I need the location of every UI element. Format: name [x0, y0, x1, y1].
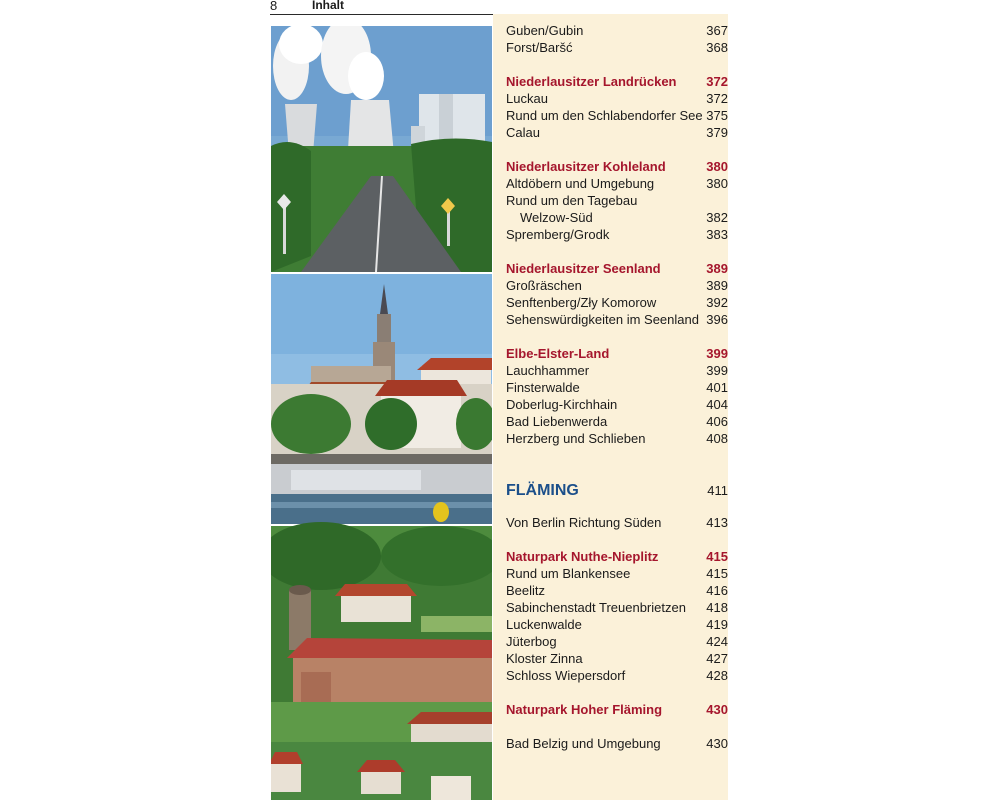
toc-page-number: 415	[706, 549, 728, 564]
toc-label: Senftenberg/Zły Komorow	[506, 295, 657, 310]
toc-entry	[506, 311, 728, 328]
toc-page-number: 404	[706, 397, 728, 412]
toc-label: Herzberg und Schlieben	[506, 431, 646, 446]
toc-label: Großräschen	[506, 278, 582, 293]
toc-page-number: 411	[707, 483, 728, 498]
toc-entry	[506, 396, 728, 413]
toc-entry	[506, 582, 728, 599]
toc-label: Elbe-Elster-Land	[506, 346, 610, 361]
toc-page-number: 383	[706, 227, 728, 242]
toc-page-number: 380	[706, 159, 728, 174]
toc-label: Kloster Zinna	[506, 651, 583, 666]
toc-label: Finsterwalde	[506, 380, 580, 395]
toc-subregion-heading	[506, 345, 728, 362]
toc-label: Naturpark Hoher Fläming	[506, 702, 663, 717]
toc-label: Altdöbern und Umgebung	[506, 176, 655, 191]
toc-label: Lauchhammer	[506, 363, 590, 378]
toc-entry	[506, 90, 728, 107]
toc-label: Rund um den Tagebau	[506, 193, 638, 208]
toc-entry	[506, 379, 728, 396]
toc-entry	[506, 430, 728, 447]
toc-page-number: 406	[706, 414, 728, 429]
aerial-castle-photo	[271, 522, 492, 800]
toc-region-heading	[506, 479, 728, 503]
toc-label: Bad Belzig und Umgebung	[506, 736, 661, 751]
toc-entry	[506, 735, 728, 752]
toc-label: Von Berlin Richtung Süden	[506, 515, 662, 530]
toc-label: Beelitz	[506, 583, 546, 598]
toc-entry	[506, 514, 728, 531]
toc-page-number: 392	[706, 295, 728, 310]
toc-page-number: 416	[706, 583, 728, 598]
toc-page-number: 430	[706, 702, 728, 717]
toc-page-number: 427	[706, 651, 728, 666]
toc-entry	[506, 192, 714, 209]
toc-label: Schloss Wiepersdorf	[506, 668, 626, 683]
toc-entry	[506, 565, 728, 582]
toc-label: Niederlausitzer Kohleland	[506, 159, 666, 174]
toc-page-number: 382	[706, 210, 728, 225]
toc-page-number: 428	[706, 668, 728, 683]
toc-page-number: 389	[706, 278, 728, 293]
toc-page-number: 399	[706, 346, 728, 361]
toc-entry	[506, 616, 728, 633]
toc-page-number: 389	[706, 261, 728, 276]
power-station-photo	[271, 26, 492, 272]
toc-page-number: 415	[706, 566, 728, 581]
town-church-photo	[271, 274, 492, 524]
page-number: 8	[270, 0, 278, 13]
toc-entry	[506, 39, 728, 56]
toc-subregion-heading	[506, 701, 728, 718]
toc-page-number: 413	[706, 515, 728, 530]
toc-entry	[506, 22, 728, 39]
toc-subregion-heading	[506, 548, 728, 565]
toc-page-number: 379	[706, 125, 728, 140]
toc-entry	[506, 362, 728, 379]
toc-entry	[506, 599, 728, 616]
toc-entry	[506, 277, 728, 294]
toc-label: Niederlausitzer Landrücken	[506, 74, 677, 89]
toc-page-number: 367	[706, 23, 728, 38]
toc-page-number: 408	[706, 431, 728, 446]
toc-label: FLÄMING	[506, 482, 579, 499]
toc-label: Spremberg/Grodk	[506, 227, 610, 242]
toc-entry	[506, 226, 728, 243]
toc-label: Bad Liebenwerda	[506, 414, 608, 429]
toc-label: Niederlausitzer Seenland	[506, 261, 661, 276]
header-title: Inhalt	[312, 0, 344, 12]
toc-entry	[506, 175, 728, 192]
running-header	[270, 0, 728, 15]
toc-page-number: 430	[706, 736, 728, 751]
toc-label: Rund um Blankensee	[506, 566, 631, 581]
toc-subregion-heading	[506, 158, 728, 175]
toc-page-number: 372	[706, 74, 728, 89]
toc-page-number: 380	[706, 176, 728, 191]
toc-page-number: 401	[706, 380, 728, 395]
toc-label: Rund um den Schlabendorfer See	[506, 108, 703, 123]
toc-panel	[493, 14, 728, 800]
toc-subregion-heading	[506, 260, 728, 277]
toc-label: Jüterbog	[506, 634, 557, 649]
toc-label: Luckenwalde	[506, 617, 582, 632]
toc-label: Sabinchenstadt Treuenbrietzen	[506, 600, 686, 615]
toc-page-number: 424	[706, 634, 728, 649]
toc-subregion-heading	[506, 73, 728, 90]
toc-label: Calau	[506, 125, 540, 140]
toc-label: Doberlug-Kirchhain	[506, 397, 618, 412]
toc-entry	[506, 209, 728, 226]
photo-column	[271, 26, 492, 800]
toc-page-number: 375	[706, 108, 728, 123]
toc-entry	[506, 107, 728, 124]
toc-label: Luckau	[506, 91, 548, 106]
toc-label: Naturpark Nuthe-Nieplitz	[506, 549, 659, 564]
toc-entry	[506, 413, 728, 430]
toc-label: Sehenswürdigkeiten im Seenland	[506, 312, 699, 327]
toc-label: Guben/Gubin	[506, 23, 584, 38]
toc-entry	[506, 294, 728, 311]
toc-entry	[506, 633, 728, 650]
toc-entry	[506, 124, 728, 141]
toc-page-number: 399	[706, 363, 728, 378]
toc-page-number: 396	[706, 312, 728, 327]
toc-entry	[506, 650, 728, 667]
toc-page-number: 368	[706, 40, 728, 55]
toc-page-number: 372	[706, 91, 728, 106]
toc-page-number: 419	[706, 617, 728, 632]
toc-page-number: 418	[706, 600, 728, 615]
toc-label: Forst/Baršć	[506, 40, 573, 55]
toc-entry	[506, 667, 728, 684]
toc-label: Welzow-Süd	[520, 210, 593, 225]
